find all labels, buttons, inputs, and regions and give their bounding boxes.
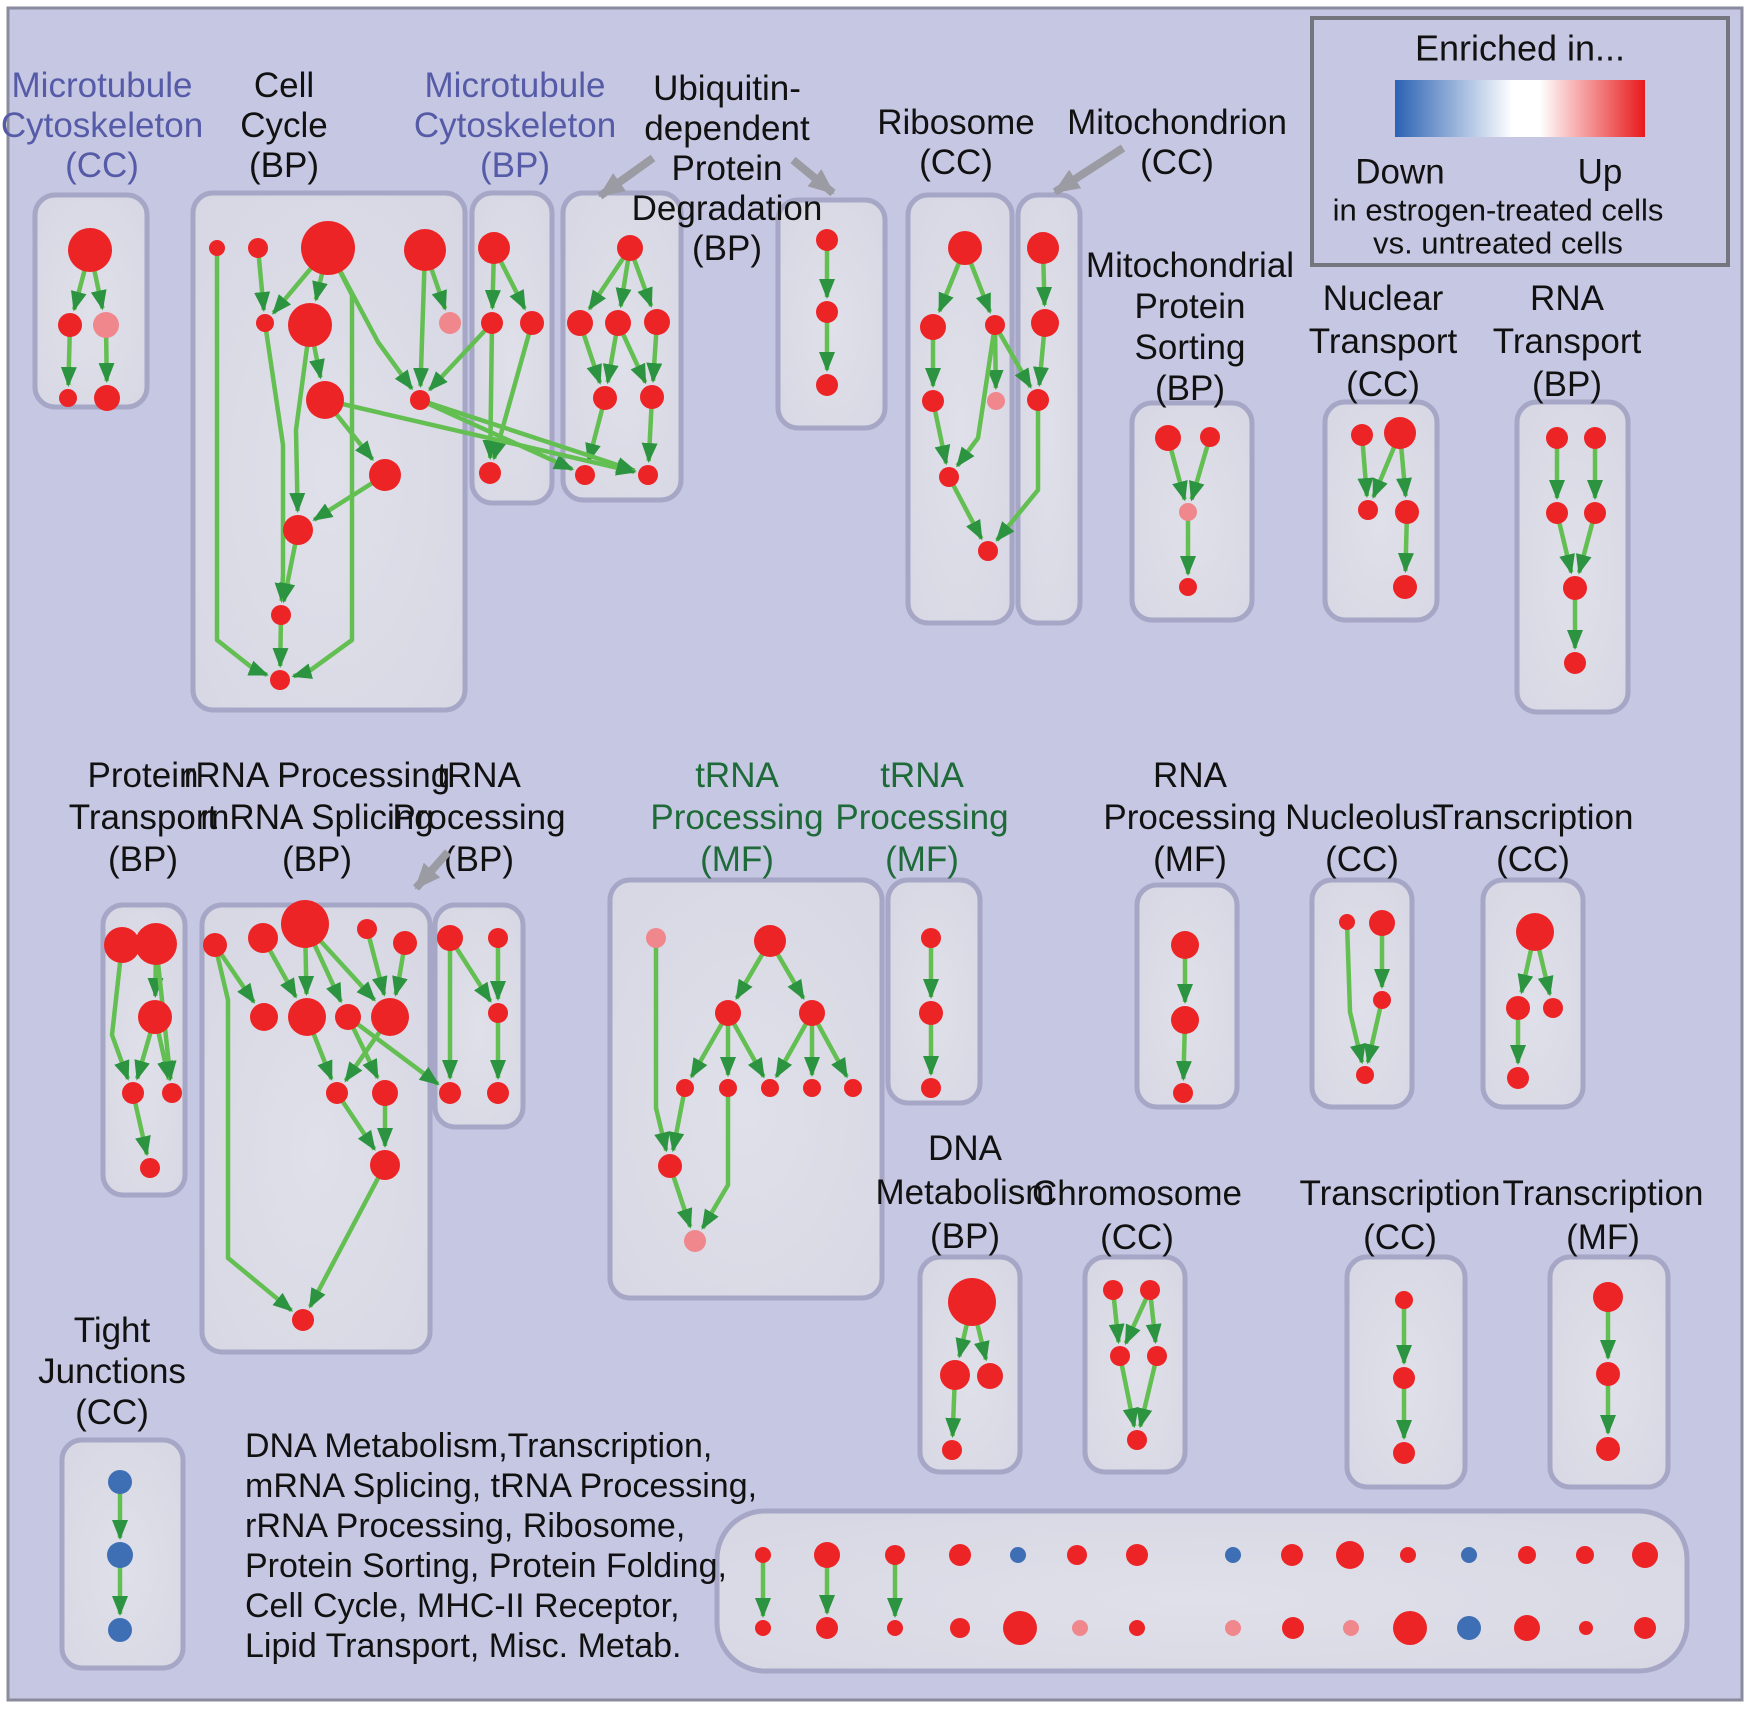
node-misc-strip-n07 [1129,1620,1145,1636]
legend-up-label: Up [1577,152,1623,192]
cluster-label-ub-a: Ubiquitin-dependent Protein Degradation (BP) [631,68,823,268]
node-misc-strip-m02 [814,1542,840,1568]
node-cc-d [404,229,446,271]
node-chromosome-c4 [1147,1346,1167,1366]
cluster-label-trans-cc-mid: Transcription (CC) [1432,797,1634,879]
node-rna-proc-mf-e2 [1171,1006,1199,1034]
node-rrna-w7 [288,998,326,1036]
cluster-label-tight-junc: Tight Junctions (CC) [38,1310,186,1432]
node-tight-junc-j2 [107,1542,133,1568]
node-rrna-w13 [292,1309,314,1331]
node-trna-mf-a-y8 [803,1079,821,1097]
cluster-label-rna-trans: RNA Transport (BP) [1492,278,1642,404]
node-misc-strip-m12 [1461,1547,1477,1563]
cluster-label-trna-mf-a: tRNA Processing (MF) [650,755,824,879]
node-mt-bp-p2 [481,312,503,334]
node-misc-strip-m03 [885,1545,905,1565]
node-misc-strip-n09 [1282,1617,1304,1639]
node-ub-a-u5 [593,386,617,410]
node-trna-mf-a-y3 [715,1000,741,1026]
legend-title: Enriched in... [1414,27,1626,69]
cluster-label-trna-mf-b: tRNA Processing (MF) [835,755,1009,879]
node-dna-met-da [948,1278,996,1326]
node-misc-strip-m09 [1281,1544,1303,1566]
node-prot-trans-q3 [138,1000,172,1034]
node-misc-strip-n05 [1003,1611,1037,1645]
node-chromosome-c3 [1110,1346,1130,1366]
node-ribosome-r5 [987,392,1005,410]
node-rrna-w12 [370,1150,400,1180]
node-mito-sort-s3 [1179,503,1197,521]
cluster-label-prot-trans: Protein Transport (BP) [68,755,218,879]
cluster-box-rrna [202,905,430,1352]
node-ub-a-u7 [575,465,595,485]
node-trna-bp-x5 [487,1082,509,1104]
node-trna-mf-b-z2 [919,1001,943,1025]
cluster-label-trna-bp: tRNA Processing (BP) [392,755,566,879]
node-rrna-w5 [393,931,417,955]
node-mito-sort-s4 [1179,578,1197,596]
node-ub-b-v1 [816,229,838,251]
node-nuc-trans-n5 [1393,575,1417,599]
footer-text-line-6: Lipid Transport, Misc. Metab. [245,1627,682,1665]
node-misc-strip-m07 [1126,1544,1148,1566]
node-chromosome-c1 [1103,1280,1123,1300]
footer-text-line-1: DNA Metabolism,Transcription, [245,1427,713,1465]
node-misc-strip-m10 [1336,1541,1364,1569]
node-trans-cc-bot-b2 [1393,1367,1415,1389]
node-tight-junc-j1 [108,1470,132,1494]
node-mito-sort-s1 [1155,425,1181,451]
node-rna-proc-mf-e1 [1171,931,1199,959]
node-trna-bp-x2 [488,928,508,948]
node-trans-cc-mid-h4 [1507,1067,1529,1089]
node-misc-strip-n11 [1393,1611,1427,1645]
node-misc-strip-n04 [950,1618,970,1638]
node-misc-strip-m06 [1067,1545,1087,1565]
node-mt-cc-E [94,385,120,411]
node-cc-j [369,459,401,491]
node-mito-m1 [1027,232,1059,264]
node-misc-strip-m14 [1576,1546,1594,1564]
node-trna-bp-x1 [437,925,463,951]
cluster-label-mito: Mitochondrion (CC) [1067,102,1287,182]
node-cc-m [270,670,290,690]
node-trna-mf-a-y6 [719,1079,737,1097]
cluster-label-trans-cc-bot: Transcription (CC) [1299,1173,1501,1257]
cluster-label-mt-cc: Microtubule Cytoskeleton (CC) [0,65,204,185]
node-misc-strip-m01 [755,1547,771,1563]
node-rna-trans-t2 [1584,427,1606,449]
node-cc-a [209,240,225,256]
node-misc-strip-n10 [1343,1620,1359,1636]
cluster-label-chromosome: Chromosome (CC) [1031,1173,1243,1257]
node-trans-cc-mid-h1 [1516,913,1554,951]
node-rrna-w6 [250,1003,278,1031]
node-misc-strip-n02 [816,1617,838,1639]
node-trna-mf-a-y1 [646,928,666,948]
node-ub-a-u6 [640,385,664,409]
legend-subtitle-line2: vs. untreated cells [1373,225,1623,261]
node-nuc-trans-n1 [1351,424,1373,446]
cluster-label-rrna: rRNA Processing mRNA Splicing (BP) [183,755,451,879]
node-rna-proc-mf-e3 [1173,1083,1193,1103]
node-tight-junc-j3 [108,1618,132,1642]
node-misc-strip-m04 [949,1544,971,1566]
legend-subtitle-line1: in estrogen-treated cells [1332,192,1664,228]
cluster-label-cc: Cell Cycle (BP) [240,65,328,185]
node-cc-i [410,390,430,410]
node-mt-cc-D [59,389,77,407]
node-rrna-w2 [248,923,278,953]
node-nuc-trans-n3 [1358,500,1378,520]
cluster-label-nuc-trans: Nuclear Transport (CC) [1308,278,1458,404]
node-cc-b [248,238,268,258]
node-trna-mf-a-y10 [658,1154,682,1178]
node-trna-mf-a-y4 [799,1000,825,1026]
node-misc-strip-n03 [887,1620,903,1636]
cluster-box-nuc-trans [1325,402,1437,620]
node-ub-a-u8 [638,465,658,485]
node-mt-bp-p3 [520,311,544,335]
node-misc-strip-n01 [755,1620,771,1636]
node-dna-met-dc [977,1363,1003,1389]
node-mito-m3 [1027,389,1049,411]
node-mito-m2 [1031,309,1059,337]
node-misc-strip-n15 [1634,1617,1656,1639]
node-nucleolus-g2 [1369,910,1395,936]
cluster-box-mt-cc [35,195,147,407]
node-misc-strip-n12 [1457,1616,1481,1640]
node-misc-strip-n08 [1225,1620,1241,1636]
node-cc-g [439,312,461,334]
footer-text-line-3: rRNA Processing, Ribosome, [245,1507,686,1545]
node-mt-bp-p1 [478,232,510,264]
node-dna-met-db [940,1360,970,1390]
node-prot-trans-q6 [140,1158,160,1178]
node-mt-cc-A [68,228,112,272]
node-ribosome-r1 [948,231,982,265]
node-ub-b-v2 [816,301,838,323]
node-trans-mf-f1 [1593,1282,1623,1312]
footer-text-line-2: mRNA Splicing, tRNA Processing, [245,1467,758,1505]
node-rrna-w8 [335,1004,361,1030]
node-rrna-w3 [281,900,329,948]
node-ribosome-r7 [978,541,998,561]
node-rna-trans-t3 [1546,502,1568,524]
node-chromosome-c2 [1140,1280,1160,1300]
node-rna-trans-t6 [1564,652,1586,674]
node-misc-strip-m08 [1225,1547,1241,1563]
footer-text-line-4: Protein Sorting, Protein Folding, [245,1547,727,1585]
node-rrna-w1 [203,933,227,957]
node-trna-bp-x3 [488,1003,508,1023]
node-prot-trans-q4 [122,1082,144,1104]
node-cc-l [271,605,291,625]
node-rrna-w4 [357,919,377,939]
node-nucleolus-g4 [1356,1066,1374,1084]
cluster-label-nucleolus: Nucleolus (CC) [1285,797,1439,879]
node-rna-trans-t1 [1546,427,1568,449]
legend-gradient-bar [1395,80,1645,137]
node-trna-mf-a-y2 [754,925,786,957]
node-cc-c [301,221,355,275]
node-cc-e [256,314,274,332]
node-rna-trans-t4 [1584,502,1606,524]
node-mito-sort-s2 [1200,427,1220,447]
node-trans-mf-f3 [1596,1437,1620,1461]
node-misc-strip-m13 [1518,1546,1536,1564]
node-trans-cc-bot-b1 [1395,1291,1413,1309]
node-nuc-trans-n2 [1384,417,1416,449]
node-ribosome-r4 [922,390,944,412]
node-rrna-w11 [372,1080,398,1106]
node-nuc-trans-n4 [1395,500,1419,524]
cluster-box-trna-mf-b [888,880,980,1103]
cluster-label-ribosome: Ribosome (CC) [877,102,1035,182]
node-misc-strip-m05 [1010,1547,1026,1563]
cluster-box-misc-strip [717,1511,1687,1671]
node-chromosome-c5 [1127,1430,1147,1450]
node-mt-bp-p4 [479,462,501,484]
node-trna-mf-a-y9 [844,1079,862,1097]
node-misc-strip-m15 [1632,1542,1658,1568]
node-misc-strip-m11 [1400,1547,1416,1563]
node-trna-mf-b-z3 [921,1078,941,1098]
node-nucleolus-g3 [1373,991,1391,1009]
node-cc-k [283,515,313,545]
node-cc-f [288,303,332,347]
node-rrna-w10 [326,1082,348,1104]
node-mt-cc-B [58,313,82,337]
node-ribosome-r2 [920,314,946,340]
node-trna-mf-a-y7 [761,1079,779,1097]
node-ribosome-r6 [939,467,959,487]
node-trans-cc-mid-h2 [1506,996,1530,1020]
cluster-label-mito-sort: Mitochondrial Protein Sorting (BP) [1085,245,1295,408]
node-misc-strip-n13 [1514,1615,1540,1641]
footer-text-line-5: Cell Cycle, MHC-II Receptor, [245,1587,680,1625]
node-cc-h [306,381,344,419]
legend-down-label: Down [1355,152,1445,192]
node-mt-cc-C [93,312,119,338]
node-ub-a-u2 [567,310,593,336]
node-ub-a-u3 [605,310,631,336]
node-nucleolus-g1 [1339,914,1355,930]
node-dna-met-dd [942,1440,962,1460]
node-prot-trans-q1 [104,927,140,963]
node-trna-bp-x4 [439,1082,461,1104]
node-trna-mf-a-y5 [676,1079,694,1097]
node-misc-strip-n06 [1072,1620,1088,1636]
node-trna-mf-a-y11 [684,1230,706,1252]
node-prot-trans-q2 [135,923,177,965]
node-rrna-w9 [371,998,409,1036]
cluster-label-trans-mf: Transcription (MF) [1502,1173,1704,1257]
node-ub-b-v3 [816,374,838,396]
cluster-label-rna-proc-mf: RNA Processing (MF) [1103,755,1277,879]
node-trans-mf-f2 [1596,1362,1620,1386]
node-prot-trans-q5 [162,1083,182,1103]
node-misc-strip-n14 [1579,1621,1593,1635]
node-ub-a-u4 [644,309,670,335]
cluster-label-mt-bp: Microtubule Cytoskeleton (BP) [413,65,617,185]
cluster-label-dna-met: DNA Metabolism (BP) [875,1128,1055,1256]
node-trans-cc-mid-h3 [1543,998,1563,1018]
node-rna-trans-t5 [1563,576,1587,600]
node-trans-cc-bot-b3 [1393,1442,1415,1464]
node-ribosome-r3 [985,315,1005,335]
node-trna-mf-b-z1 [921,928,941,948]
node-ub-a-u1 [617,235,643,261]
